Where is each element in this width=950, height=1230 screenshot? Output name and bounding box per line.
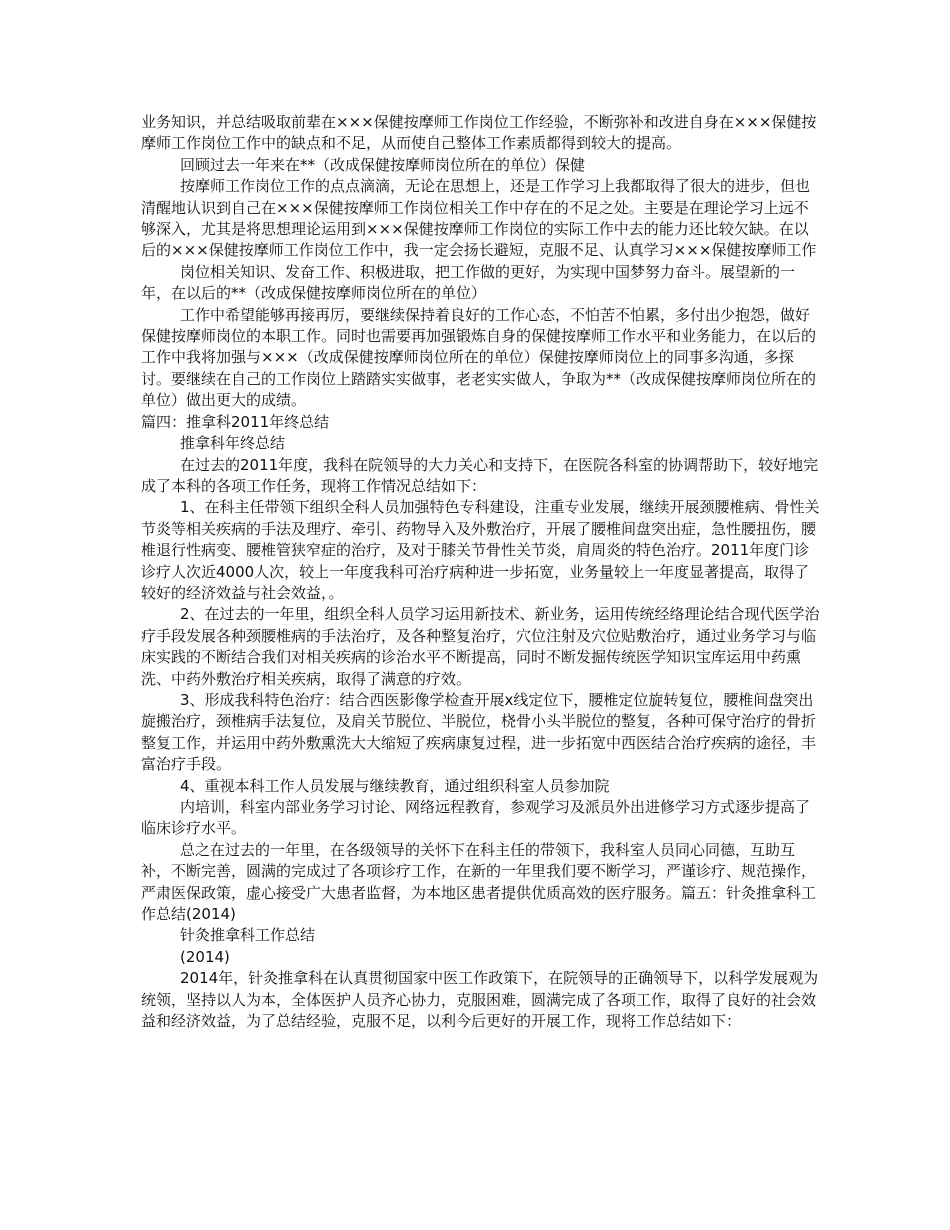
section-title: 针灸推拿科工作总结 bbox=[180, 926, 316, 945]
section-title: 推拿科年终总结 bbox=[180, 434, 286, 453]
paragraph: 工作中希望能够再接再厉，要继续保持着良好的工作心态，不怕苦不怕累，多付出少抱怨，做好保健按摩师岗位的本职工作。同时也需要再加强锻炼自身的保健按摩师工作水平和业务能力，在以后的工作中我将加强与×××（改成保健按摩师岗位所在的单位）保健按摩师岗位上的同事多沟通，多探讨。要继续在自己的工作岗位上踏踏实实做事，老老实实做人，争取为**（改成保健按摩师岗位所在的单位）做出更大的成绩。 bbox=[141, 305, 817, 410]
document-body bbox=[141, 112, 821, 1032]
section-heading: 篇四：推拿科2011年终总结 bbox=[141, 412, 330, 431]
paragraph: 4、重视本科工作人员发展与继续教育，通过组织科室人员参加院 bbox=[180, 776, 610, 795]
paragraph: 在过去的2011年度，我科在院领导的大力关心和支持下，在医院各科室的协调帮助下，较好地完成了本科的各项工作任务，现将工作情况总结如下： bbox=[141, 455, 819, 495]
section-year: (2014) bbox=[180, 947, 230, 966]
paragraph: 2、在过去的一年里，组织全科人员学习运用新技术、新业务，运用传统经络理论结合现代医学治疗手段发展各种颈腰椎病的手法治疗，及各种整复治疗，穴位注射及穴位贴敷治疗，通过业务学习与临床实践的不断结合我们对相关疾病的诊治水平不断提高，同时不断发掘传统医学知识宝库运用中药熏洗、中药外敷治疗相关疾病，取得了满意的疗效。 bbox=[141, 605, 820, 688]
paragraph: 总之在过去的一年里，在各级领导的关怀下在科主任的带领下，我科室人员同心同德，互助互补，不断完善，圆满的完成过了各项诊疗工作，在新的一年里我们要不断学习，严谨诊疗、规范操作，严肃医保政策，虚心接受广大患者监督，为本地区患者提供优质高效的医疗服务。篇五：针灸推拿科工作总结(2014) bbox=[141, 840, 817, 924]
paragraph: 业务知识，并总结吸取前辈在×××保健按摩师工作岗位工作经验，不断弥补和改进自身在×××保健按摩师工作岗位工作中的缺点和不足，从而使自己整体工作素质都得到较大的提高。 bbox=[141, 113, 817, 153]
paragraph: 2014年，针灸推拿科在认真贯彻国家中医工作政策下，在院领导的正确领导下，以科学发展观为统领，坚持以人为本，全体医护人员齐心协力，克服困难，圆满完成了各项工作，取得了良好的社会效益和经济效益，为了总结经验，克服不足，以利今后更好的开展工作，现将工作总结如下： bbox=[141, 969, 819, 1031]
paragraph: 岗位相关知识、发奋工作、积极进取，把工作做的更好，为实现中国梦努力奋斗。展望新的一年，在以后的**（改成保健按摩师岗位所在的单位） bbox=[141, 262, 796, 303]
paragraph: 1、在科主任带领下组织全科人员加强特色专科建设，注重专业发展，继续开展颈腰椎病、骨性关节炎等相关疾病的手法及理疗、牵引、药物导入及外敷治疗，开展了腰椎间盘突出症，急性腰扭伤，腰椎退行性病变、腰椎管狭窄症的治疗，及对于膝关节骨性关节炎，肩周炎的特色治疗。2011年度门诊诊疗人次近4000人次，较上一年度我科可治疗病种进一步拓宽，业务量较上一年度显著提高，取得了较好的经济效益与社会效益，。 bbox=[141, 498, 820, 602]
paragraph: 内培训，科室内部业务学习讨论、网络远程教育，参观学习及派员外出进修学习方式逐步提高了临床诊疗水平。 bbox=[141, 798, 811, 838]
paragraph: 按摩师工作岗位工作的点点滴滴，无论在思想上，还是工作学习上我都取得了很大的进步，但也清醒地认识到自己在×××保健按摩师工作岗位相关工作中存在的不足之处。主要是在理论学习上远不够深入，尤其是将思想理论运用到×××保健按摩师工作岗位的实际工作中去的能力还比较欠缺。在以后的×××保健按摩师工作岗位工作中，我一定会扬长避短，克服不足、认真学习×××保健按摩师工作 bbox=[141, 177, 817, 260]
paragraph: 3、形成我科特色治疗：结合西医影像学检查开展x线定位下，腰椎定位旋转复位，腰椎间盘突出旋搬治疗，颈椎病手法复位，及肩关节脱位、半脱位，桡骨小头半脱位的整复，各种可保守治疗的骨折整复工作，并运用中药外敷熏洗大大缩短了疾病康复过程，进一步拓宽中西医结合治疗疾病的途径，丰富治疗手段。 bbox=[141, 690, 817, 774]
paragraph: 回顾过去一年来在**（改成保健按摩师岗位所在的单位）保健 bbox=[180, 155, 586, 174]
